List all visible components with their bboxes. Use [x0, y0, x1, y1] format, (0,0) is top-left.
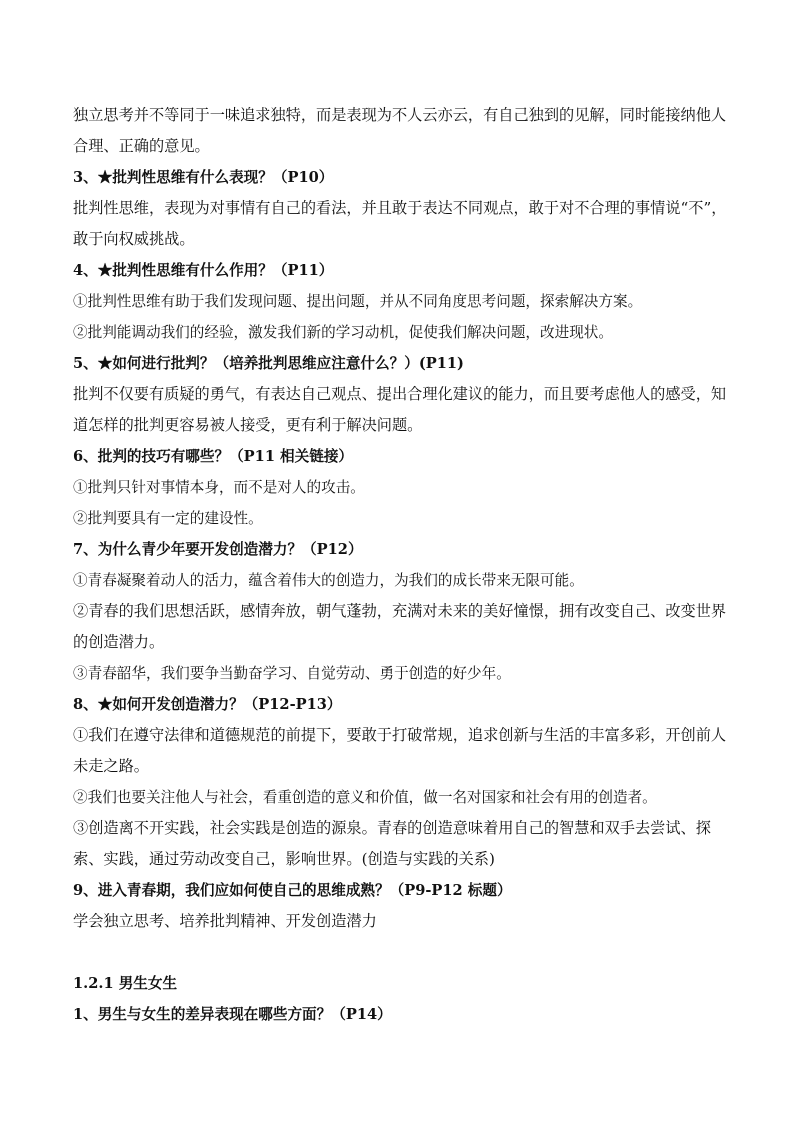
- question-heading: 5、★如何进行批判？（培养批判思维应注意什么？）(P11): [73, 355, 464, 372]
- list-item: ①我们在遵守法律和道德规范的前提下，要敢于打破常规，追求创新与生活的丰富多彩，开创前人未走之路。: [73, 726, 727, 775]
- section-heading: 1.2.1 男生女生: [73, 975, 178, 992]
- list-item: ②批判要具有一定的建设性。: [73, 510, 263, 527]
- list-item: ③创造离不开实践，社会实践是创造的源泉。青春的创造意味着用自己的智慧和双手去尝试、探索、实践，通过劳动改变自己，影响世界。(创造与实践的关系): [73, 819, 711, 868]
- paragraph: 批判不仅要有质疑的勇气，有表达自己观点、提出合理化建议的能力，而且要考虑他人的感受，知道怎样的批判更容易被人接受，更有利于解决问题。: [73, 385, 727, 434]
- list-item: ①批判只针对事情本身，而不是对人的攻击。: [73, 479, 365, 496]
- question-heading: 1、男生与女生的差异表现在哪些方面？（P14）: [73, 1006, 392, 1023]
- list-item: ①批判性思维有助于我们发现问题、提出问题，并从不同角度思考问题，探索解决方案。: [73, 293, 643, 310]
- question-heading: 6、批判的技巧有哪些？（P11 相关链接）: [73, 448, 354, 465]
- list-item: ③青春韶华，我们要争当勤奋学习、自觉劳动、勇于创造的好少年。: [73, 665, 511, 682]
- document-body: [73, 100, 733, 1030]
- paragraph: 学会独立思考、培养批判精神、开发创造潜力: [73, 912, 377, 930]
- spacer: [73, 937, 733, 968]
- question-heading: 7、为什么青少年要开发创造潜力？（P12）: [73, 541, 363, 558]
- list-item: ②青春的我们思想活跃，感情奔放，朝气蓬勃，充满对未来的美好憧憬，拥有改变自己、改变世界的创造潜力。: [73, 602, 727, 651]
- question-heading: 8、★如何开发创造潜力？（P12-P13）: [73, 696, 342, 713]
- question-heading: 3、★批判性思维有什么表现？（P10）: [73, 169, 334, 186]
- paragraph: 独立思考并不等同于一味追求独特，而是表现为不人云亦云，有自己独到的见解，同时能接纳他人合理、正确的意见。: [73, 106, 727, 155]
- list-item: ①青春凝聚着动人的活力，蕴含着伟大的创造力，为我们的成长带来无限可能。: [73, 572, 584, 589]
- list-item: ②我们也要关注他人与社会，看重创造的意义和价值，做一名对国家和社会有用的创造者。: [73, 789, 657, 806]
- paragraph: 批判性思维，表现为对事情有自己的看法，并且敢于表达不同观点，敢于对不合理的事情说“不”，敢于向权威挑战。: [73, 199, 727, 248]
- list-item: ②批判能调动我们的经验，激发我们新的学习动机，促使我们解决问题，改进现状。: [73, 324, 613, 341]
- question-heading: 4、★批判性思维有什么作用？（P11）: [73, 262, 334, 279]
- question-heading: 9、进入青春期，我们应如何使自己的思维成熟？（P9-P12 标题）: [73, 882, 512, 899]
